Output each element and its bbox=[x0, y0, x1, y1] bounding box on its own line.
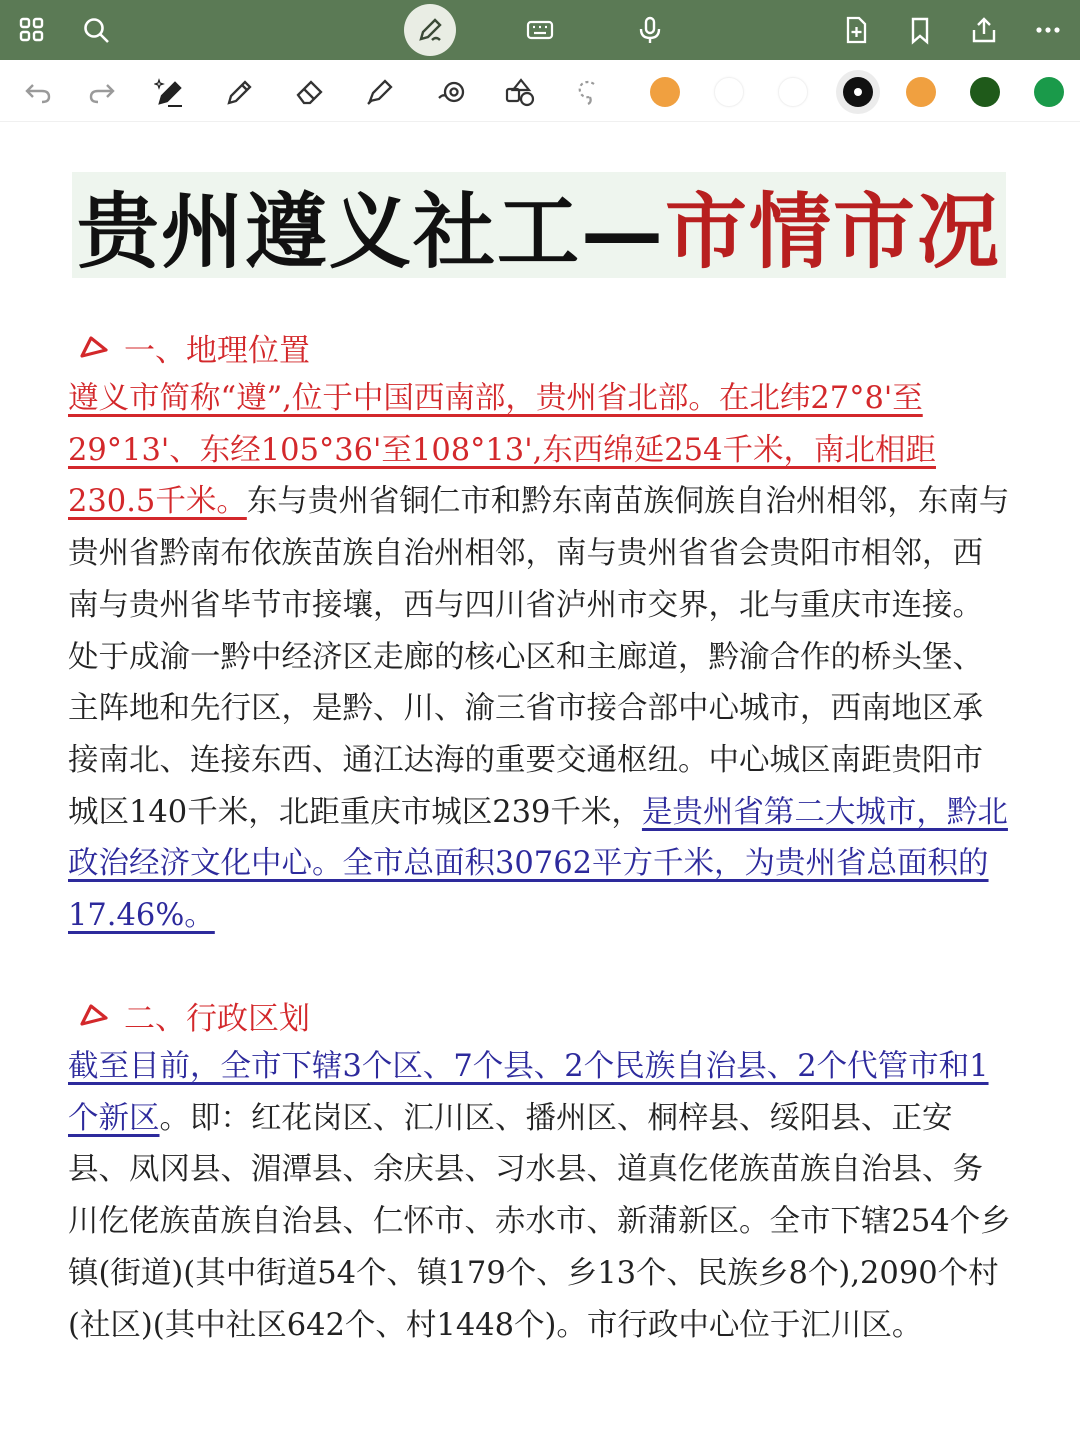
lasso-shapes-icon[interactable] bbox=[500, 72, 540, 112]
more-icon[interactable] bbox=[1026, 8, 1070, 52]
highlight-blue-text: 截至目前，全市下辖3个区、7个县、2个民族自治县、2个代管市和1个新区 bbox=[68, 1049, 989, 1136]
title-red-part: 市情市况 bbox=[665, 183, 1002, 280]
page-title bbox=[77, 167, 1001, 284]
color-swatch-white[interactable] bbox=[714, 77, 744, 107]
search-icon[interactable] bbox=[74, 8, 118, 52]
section-heading-geography bbox=[78, 324, 310, 370]
keyboard-icon[interactable] bbox=[518, 8, 562, 52]
plain-text: 东与贵州省铜仁市和黔东南苗族侗族自治州相邻，东南与贵州省黔南布依族苗族自治州相邻，南与贵州省省会贵阳市相邻，西南与贵州省毕节市接壤，西与四川省泸州市交界，北与重庆市连接。处于成渝一黔中经济区走廊的核心区和主廊道，黔渝合作的桥头堡、主阵地和先行区，是黔、川、渝三省市接合部中心城市，西南地区承接南北、连接东西、通江达海的重要交通枢纽。中心城区南距贵阳市城区140千米，北距重庆市城区239千米， bbox=[68, 484, 1010, 830]
color-swatch-dark-green[interactable] bbox=[970, 77, 1000, 107]
bookmark-icon[interactable] bbox=[898, 8, 942, 52]
drawing-toolbar bbox=[0, 60, 1080, 122]
ai-pen-icon[interactable] bbox=[150, 72, 190, 112]
color-swatch-orange[interactable] bbox=[650, 77, 680, 107]
color-swatch-white-2[interactable] bbox=[778, 77, 808, 107]
eraser-icon[interactable] bbox=[290, 72, 330, 112]
share-icon[interactable] bbox=[962, 8, 1006, 52]
top-app-bar bbox=[0, 0, 1080, 60]
section-paragraph-geography bbox=[68, 373, 1012, 942]
section-paragraph-administration bbox=[68, 1041, 1012, 1351]
pencil-icon[interactable] bbox=[220, 72, 260, 112]
title-black-part: 贵州遵义社工— bbox=[76, 183, 665, 280]
title-banner bbox=[72, 172, 1006, 278]
color-swatch-black[interactable] bbox=[843, 77, 873, 107]
triangle-icon bbox=[78, 1002, 110, 1028]
color-swatch-orange-2[interactable] bbox=[906, 77, 936, 107]
grid-icon[interactable] bbox=[10, 8, 54, 52]
plain-text: 。即：红花岗区、汇川区、播州区、桐梓县、绥阳县、正安县、凤冈县、湄潭县、余庆县、习水县、道真仡佬族苗族自治县、务川仡佬族苗族自治县、仁怀市、赤水市、新蒲新区。全市下辖254个乡镇(街道)(其中街道54个、镇179个、乡13个、民族乡8个),2090个村(社区)(其中社区642个、村1448个)。市行政中心位于汇川区。 bbox=[68, 1100, 1011, 1343]
color-swatch-green[interactable] bbox=[1034, 77, 1064, 107]
handwriting-pen-icon[interactable] bbox=[404, 4, 456, 56]
undo-icon[interactable] bbox=[18, 72, 58, 112]
lasso-select-icon[interactable] bbox=[568, 72, 608, 112]
shape-icon[interactable] bbox=[432, 72, 472, 112]
section-heading-text: 一、地理位置 bbox=[124, 332, 310, 369]
selected-dot bbox=[854, 88, 862, 96]
section-heading-administration bbox=[78, 992, 310, 1038]
highlighter-icon[interactable] bbox=[360, 72, 400, 112]
triangle-icon bbox=[78, 334, 110, 360]
section-heading-text: 二、行政区划 bbox=[124, 1000, 310, 1037]
microphone-icon[interactable] bbox=[628, 8, 672, 52]
redo-icon[interactable] bbox=[82, 72, 122, 112]
add-page-icon[interactable] bbox=[834, 8, 878, 52]
highlight-blue-text: 是贵州省第二大城市，黔北政治经济文化中心。全市总面积30762平方千米，为贵州省总面积的17.46%。 bbox=[68, 794, 1008, 934]
highlight-red-text: 遵义市简称“遵”,位于中国西南部，贵州省北部。在北纬27°8'至29°13'、东经105°36'至108°13',东西绵延254千米，南北相距230.5千米。 bbox=[68, 381, 936, 520]
